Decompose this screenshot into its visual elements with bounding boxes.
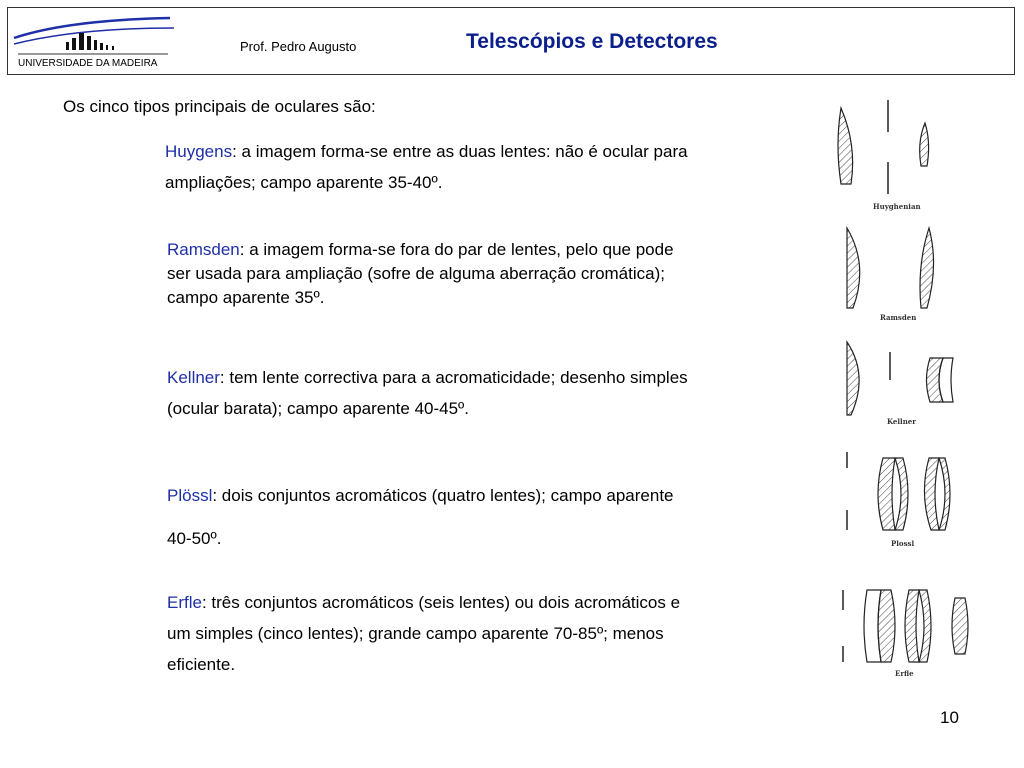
eyepiece-name: Kellner <box>167 368 220 387</box>
eyepiece-name: Huygens <box>165 142 233 161</box>
eyepiece-desc-line2: ampliações; campo aparente 35-40º. <box>165 173 443 192</box>
eyepiece-name: Erfle <box>167 593 202 612</box>
eyepiece-desc-line2: ser usada para ampliação (sofre de alguma aberração cromática); <box>167 264 665 283</box>
eyepiece-kellner <box>167 362 688 424</box>
university-name: UNIVERSIDADE DA MADEIRA <box>18 58 158 69</box>
eyepiece-desc-line2: um simples (cinco lentes); grande campo aparente 70-85º; menos <box>167 624 664 643</box>
author-name: Prof. Pedro Augusto <box>240 39 357 54</box>
eyepiece-desc-line1: : três conjuntos acromáticos (seis lentes) ou dois acromáticos e <box>201 593 681 612</box>
figure-caption: Huyghenian <box>873 202 921 211</box>
eyepiece-name: Ramsden <box>167 240 240 259</box>
eyepiece-desc-line2: (ocular barata); campo aparente 40-45º. <box>167 399 469 418</box>
figure-caption: Plossl <box>891 539 915 548</box>
eyepiece-plossl <box>167 474 674 560</box>
eyepiece-desc-line3: eficiente. <box>167 655 236 674</box>
eyepiece-ramsden <box>167 238 674 310</box>
eyepiece-name: Plössl <box>167 486 213 505</box>
figure-caption: Ramsden <box>880 313 917 322</box>
eyepiece-desc-line1: : dois conjuntos acromáticos (quatro lentes); campo aparente <box>212 486 674 505</box>
ramsden-diagram <box>847 228 934 322</box>
erfle-diagram <box>843 590 968 678</box>
eyepiece-desc-line2: 40-50º. <box>167 529 222 548</box>
huygens-diagram <box>838 100 929 211</box>
figure-caption: Erfle <box>895 669 914 678</box>
eyepiece-desc-line1: : a imagem forma-se entre as duas lentes: não é ocular para <box>232 142 688 161</box>
kellner-diagram <box>847 342 953 426</box>
figure-caption: Kellner <box>887 417 916 426</box>
eyepiece-desc-line1: : a imagem forma-se fora do par de lentes, pelo que pode <box>239 240 674 259</box>
plossl-diagram <box>847 452 950 548</box>
eyepiece-desc-line3: campo aparente 35º. <box>167 288 325 307</box>
eyepiece-diagrams <box>805 90 1020 690</box>
eyepiece-desc-line1: : tem lente correctiva para a acromaticidade; desenho simples <box>219 368 688 387</box>
eyepiece-erfle <box>167 587 680 680</box>
eyepiece-huygens <box>165 136 688 198</box>
slide-title: Telescópios e Detectores <box>466 30 718 53</box>
intro-text: Os cinco tipos principais de oculares são: <box>63 97 376 116</box>
page-number: 10 <box>940 708 959 727</box>
